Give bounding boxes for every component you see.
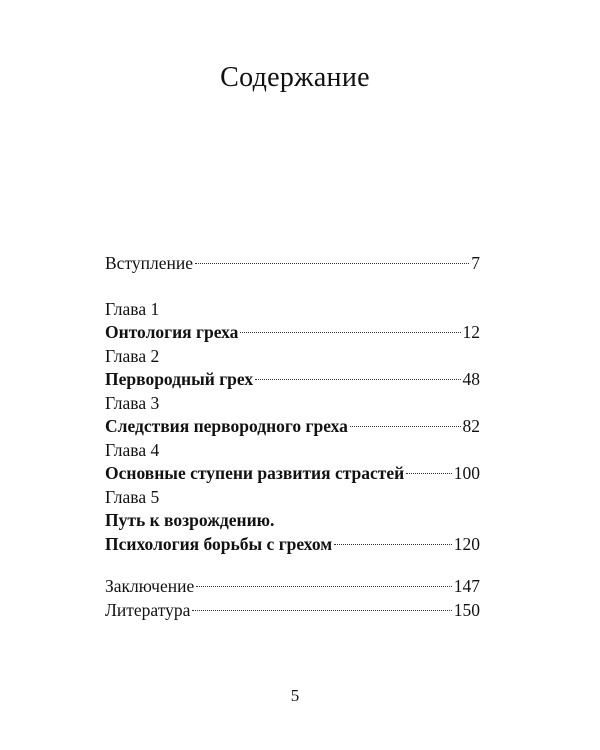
dot-leader [255,379,460,380]
chapter-title: Путь к возрождению. [105,510,275,530]
chapter-title-line [105,509,480,533]
toc-entry-label: Заключение [105,576,195,596]
chapter-title: Основные ступени развития страстей [105,463,405,483]
toc-entry-label: Литература [105,599,191,620]
chapter-number: Глава 2 [105,345,160,366]
dot-leader [195,263,469,264]
page-title: Содержание [220,62,370,93]
toc-entry-intro [105,252,480,276]
toc-entry-chapter-3 [105,415,480,439]
toc-entry-page: 147 [453,576,480,596]
dot-leader [350,426,461,427]
chapter-number: Глава 5 [105,486,160,507]
page-number: 5 [290,686,300,705]
chapter-title: Онтология греха [105,322,239,342]
chapter-heading [105,486,480,510]
chapter-heading [105,439,480,463]
toc-entry-page: 120 [453,533,480,554]
chapter-number: Глава 1 [105,298,160,319]
chapter-number: Глава 3 [105,392,160,413]
toc-entry-page: 7 [471,253,480,273]
dot-leader [334,544,452,545]
toc-entry-chapter-4 [105,462,480,486]
table-of-contents [105,252,480,622]
dot-leader [192,610,451,611]
toc-entry-chapter-5 [105,533,480,557]
chapter-number: Глава 4 [105,439,160,460]
chapter-title: Психология борьбы с грехом [105,533,333,554]
dot-leader [406,473,452,474]
toc-entry-page: 82 [462,416,480,436]
toc-entry-chapter-2 [105,368,480,392]
toc-entry-conclusion [105,575,480,599]
toc-entry-page: 100 [453,463,480,483]
chapter-title: Первородный грех [105,369,254,389]
toc-entry-page: 12 [462,322,480,342]
dot-leader [196,586,452,587]
chapter-heading [105,345,480,369]
chapter-heading [105,392,480,416]
chapter-heading [105,298,480,322]
toc-entry-literature [105,599,480,623]
chapter-title: Следствия первородного греха [105,416,348,436]
dot-leader [240,332,460,333]
toc-entry-label: Вступление [105,253,193,273]
toc-entry-page: 48 [462,369,480,389]
toc-entry-chapter-1 [105,321,480,345]
toc-entry-page: 150 [453,599,480,620]
